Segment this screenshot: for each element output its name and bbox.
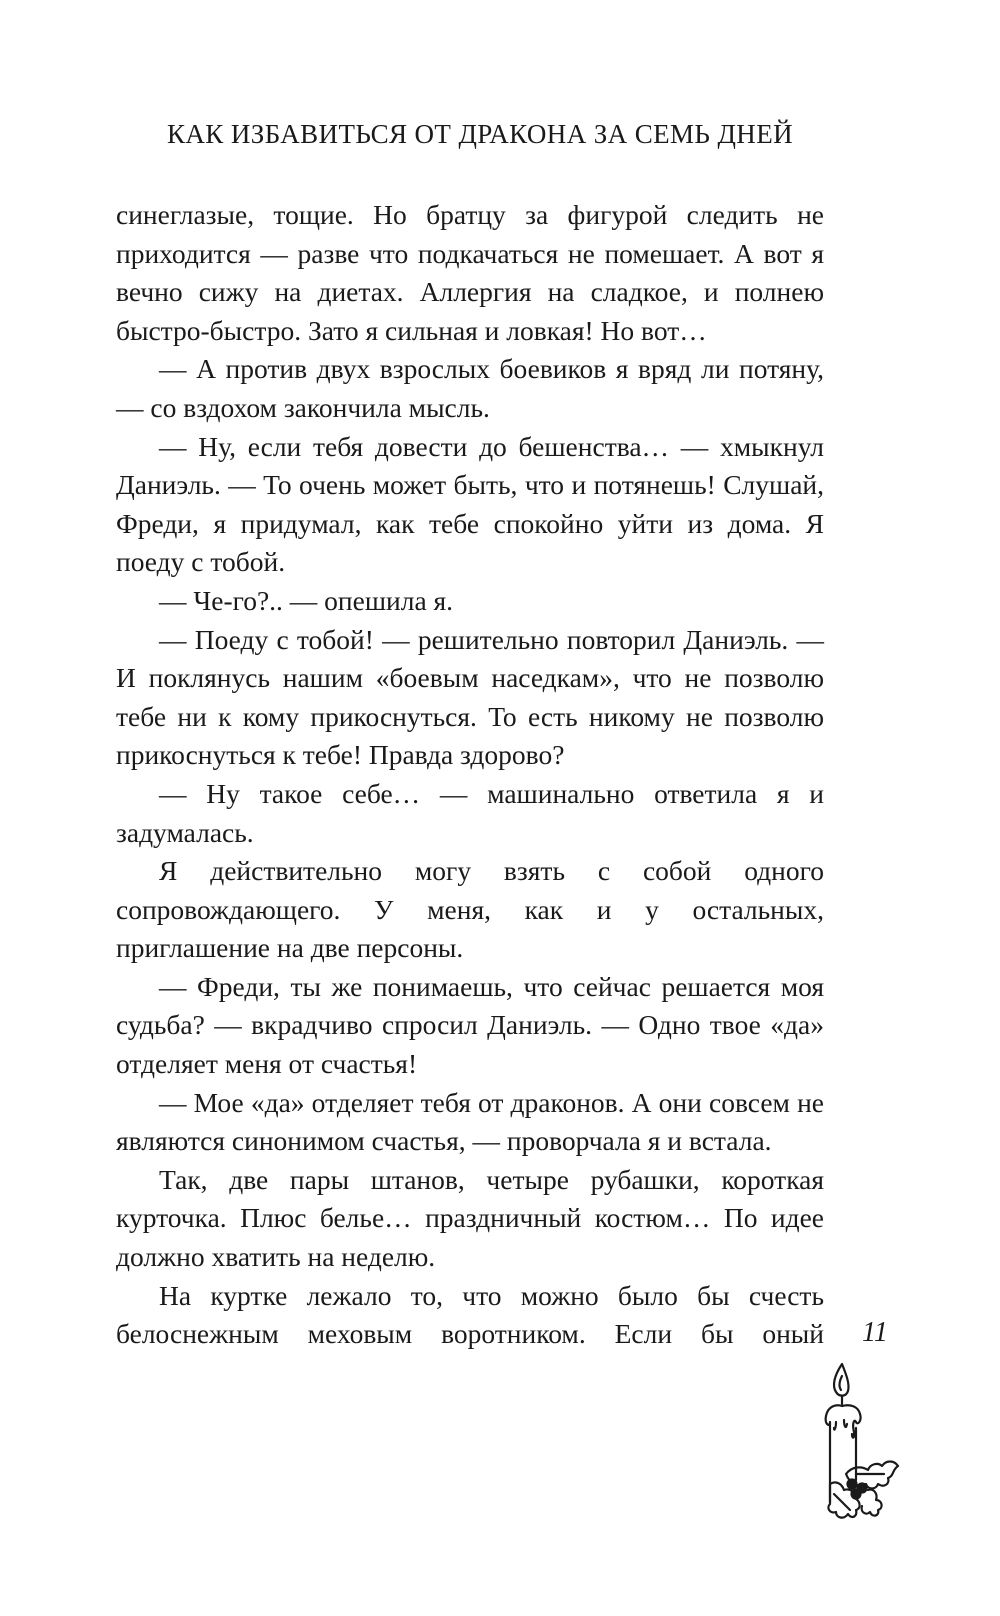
candle-with-holly-icon: [822, 1362, 912, 1522]
paragraph-2: — А против двух взрослых боевиков я вряд ли потяну, — со вздохом закончила мысль.: [116, 353, 824, 423]
paragraph-6: — Ну такое себе… — машинально ответила я и задумалась.: [116, 777, 824, 848]
paragraph-3: — Ну, если тебя довести до бешенства… — хмыкнул Даниэль. — То очень может быть, что и потянешь! Слушай, Фреди, я придумал, как тебе спокойно уйти из дома. Я поеду с тобой.: [116, 430, 824, 578]
page-number: 11: [862, 1317, 888, 1348]
paragraph-9: — Мое «да» отделяет тебя от драконов. А они совсем не являются синонимом счастья, — проворчала я и встала.: [116, 1086, 824, 1157]
paragraph-4: — Че-го?.. — опешила я.: [159, 584, 454, 616]
paragraph-1: синеглазые, тощие. Но братцу за фигурой следить не приходится — разве что подкачаться не помешает. А вот я вечно сижу на диетах. Аллергия на сладкое, и полнею быстро-быстро. Зато я сильная и ловкая! Но вот…: [116, 199, 824, 346]
paragraph-10: Так, две пары штанов, четыре рубашки, короткая курточка. Плюс белье… праздничный костюм… По идее должно хватить на неделю.: [116, 1163, 824, 1273]
body-text: [116, 196, 824, 1354]
paragraph-5: — Поеду с тобой! — решительно повторил Даниэль. — И поклянусь нашим «боевым наседкам», что не позволю тебе ни к кому прикоснуться. То есть никому не позволю прикоснуться к тебе! Правда здорово?: [116, 623, 824, 771]
paragraph-11: На куртке лежало то, что можно было бы счесть белоснежным меховым воротником. Если бы оный: [116, 1279, 824, 1350]
paragraph-7: Я действительно могу взять с собой одного сопровождающего. У меня, как и у остальных, приглашение на две персоны.: [116, 855, 824, 964]
paragraph-8: — Фреди, ты же понимаешь, что сейчас решается моя судьба? — вкрадчиво спросил Даниэль. — Одно твое «да» отделяет меня от счастья!: [116, 970, 824, 1080]
running-title: КАК ИЗБАВИТЬСЯ ОТ ДРАКОНА ЗА СЕМЬ ДНЕЙ: [167, 119, 793, 149]
